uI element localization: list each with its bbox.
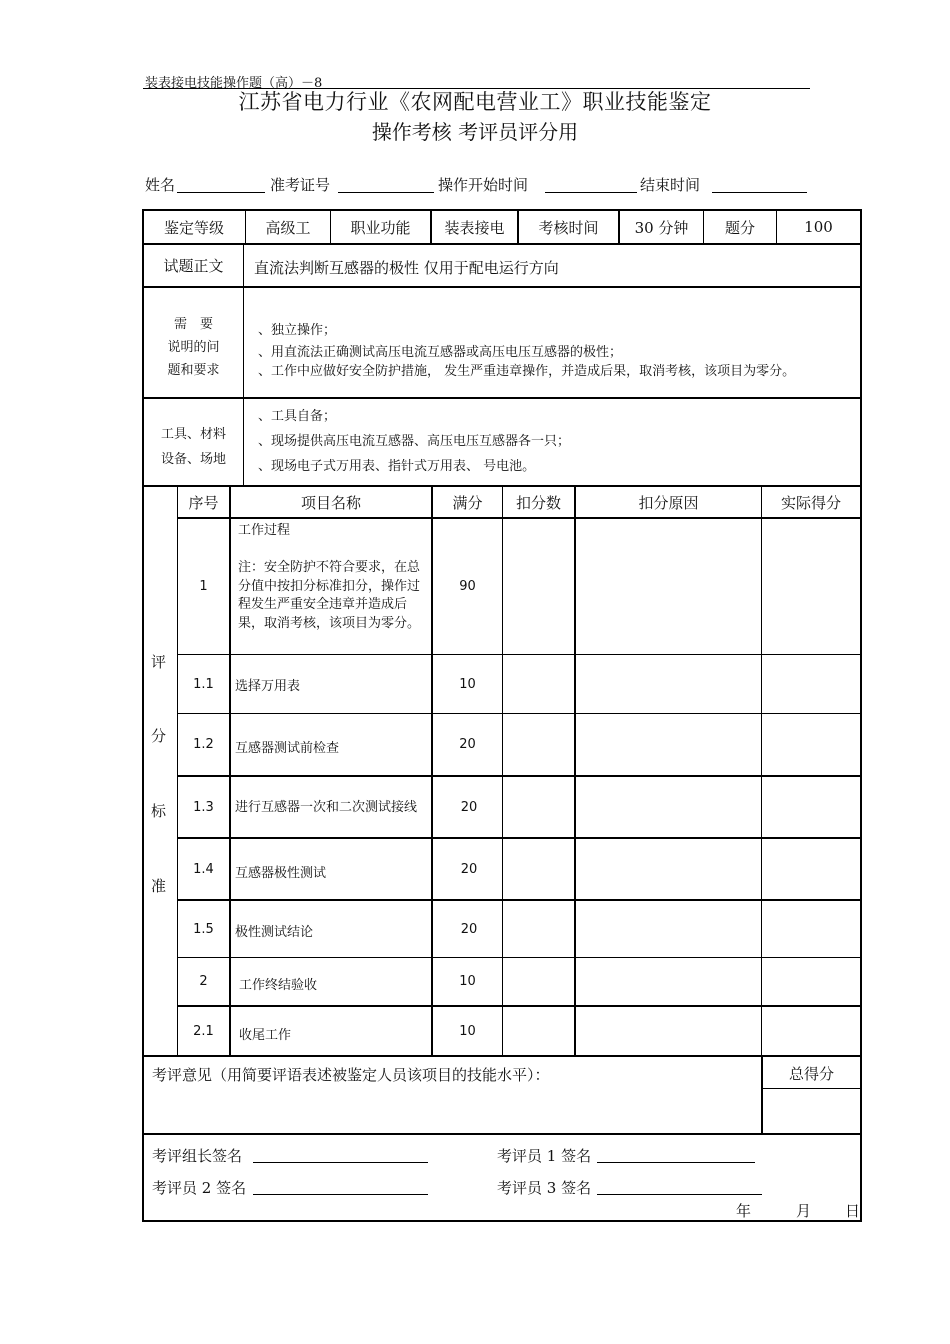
row-item: 进行互感器一次和二次测试接线 [235, 799, 418, 815]
date-day-label: 日 [845, 1202, 861, 1220]
header-seq: 序号 [188, 493, 219, 512]
row-seq: 1.2 [193, 737, 214, 752]
table-border-bottom [142, 1220, 862, 1222]
col-divider [502, 485, 503, 1057]
header-actual: 实际得分 [780, 493, 841, 512]
row-seq: 1.1 [193, 676, 214, 692]
row-divider [142, 243, 862, 245]
page-title: 江苏省电力行业《农网配电营业工》职业技能鉴定 [238, 90, 712, 114]
col-divider [574, 485, 576, 1057]
row-divider [177, 837, 862, 839]
comments-label: 考评意见（用简要评语表述被鉴定人员该项目的技能水平）： [152, 1066, 550, 1084]
function-label: 职业功能 [350, 218, 411, 237]
exam-no-field[interactable] [338, 192, 434, 193]
row-seq: 2 [199, 974, 208, 989]
scoring-side-label: 评 [151, 653, 167, 671]
score-value: 100 [804, 218, 833, 236]
header-full: 满分 [452, 493, 483, 512]
col-divider [243, 243, 244, 485]
row-divider [142, 1133, 862, 1135]
row-seq: 1.4 [193, 861, 214, 877]
header-reason: 扣分原因 [638, 493, 699, 512]
row-divider [177, 517, 862, 519]
form-code: 装表接电技能操作题（高）－8 [145, 76, 323, 91]
col-divider [229, 485, 231, 1057]
start-time-label: 操作开始时间 [438, 176, 529, 194]
row-item: 选择万用表 [235, 678, 301, 694]
row-seq: 1 [199, 579, 208, 594]
row-full-score: 20 [460, 921, 478, 937]
row-divider [177, 713, 862, 714]
row-full-score: 20 [459, 737, 476, 752]
examiner3-signature-field[interactable] [597, 1194, 762, 1195]
row-divider [142, 286, 862, 288]
row-item: 工作终结验收 [239, 978, 318, 993]
requirement-item: 、独立操作； [258, 323, 337, 338]
tools-label: 工具、材料 设备、场地 [160, 427, 226, 467]
row-full-score: 20 [460, 799, 478, 815]
total-score-label: 总得分 [788, 1065, 834, 1083]
time-label: 考核时间 [538, 218, 599, 237]
leader-signature-field[interactable] [253, 1162, 428, 1163]
scoring-side-label: 分 [151, 727, 167, 745]
examiner1-signature-field[interactable] [597, 1162, 755, 1163]
level-value: 高级工 [265, 218, 311, 237]
col-divider [761, 485, 762, 1057]
header-item: 项目名称 [300, 493, 361, 512]
date-year-label: 年 [736, 1202, 752, 1220]
examiner1-signature-label: 考评员 1 签名 [497, 1147, 592, 1165]
time-value: 30 分钟 [634, 218, 689, 237]
row-item-with-note: 工作过程 注：安全防护不符合要求，在总分值中按扣分标准扣分，操作过程发生严重安全违章并造成后果，取消考核，该项目为零分。 [238, 523, 421, 631]
row-item: 互感器测试前检查 [235, 741, 340, 756]
row-item: 收尾工作 [239, 1027, 292, 1043]
start-time-field[interactable] [545, 192, 637, 193]
examiner2-signature-label: 考评员 2 签名 [152, 1179, 247, 1197]
tool-item: 、工具自备； [258, 409, 337, 424]
row-full-score: 90 [459, 579, 476, 594]
end-time-label: 结束时间 [640, 176, 701, 194]
row-seq: 1.5 [193, 921, 214, 937]
page-subtitle: 操作考核 考评员评分用 [371, 120, 579, 144]
function-value: 装表接电 [444, 218, 505, 237]
total-score-field[interactable] [763, 1090, 860, 1132]
topic-label: 试题正文 [163, 257, 224, 275]
level-label: 鉴定等级 [163, 218, 224, 237]
row-seq: 2.1 [193, 1023, 214, 1039]
row-divider [142, 397, 862, 399]
scoring-side-label: 标 [151, 802, 167, 820]
requirements-label: 需 要 说明的问 题和要求 [167, 317, 220, 378]
requirement-item: 、工作中应做好安全防护措施， 发生严重违章操作，并造成后果，取消考核，该项目为零分。 [258, 364, 796, 379]
name-field[interactable] [177, 192, 265, 193]
row-item: 互感器极性测试 [235, 865, 327, 881]
row-seq: 1.3 [193, 799, 214, 815]
row-full-score: 10 [459, 974, 476, 989]
row-full-score: 20 [460, 861, 478, 877]
date-month-label: 月 [796, 1202, 812, 1220]
exam-no-label: 准考证号 [270, 176, 331, 194]
requirement-item: 、用直流法正确测试高压电流互感器或高压电压互感器的极性； [258, 345, 623, 360]
tool-item: 、现场电子式万用表、指针式万用表、 号电池。 [258, 459, 536, 474]
topic-text: 直流法判断互感器的极性 仅用于配电运行方向 [254, 259, 559, 277]
table-border-right [860, 209, 862, 1222]
name-label: 姓名 [145, 176, 176, 194]
header-deduct: 扣分数 [515, 493, 561, 512]
leader-signature-label: 考评组长签名 [152, 1147, 243, 1165]
row-full-score: 10 [459, 676, 476, 692]
examiner2-signature-field[interactable] [253, 1194, 428, 1195]
tool-item: 、现场提供高压电流互感器、高压电压互感器各一只； [258, 434, 571, 449]
row-full-score: 10 [459, 1023, 476, 1039]
scoring-side-label: 准 [151, 877, 167, 895]
row-item: 极性测试结论 [235, 924, 314, 940]
end-time-field[interactable] [712, 192, 807, 193]
score-label: 题分 [724, 218, 755, 237]
comments-field[interactable] [144, 1086, 759, 1131]
row-divider [761, 1088, 861, 1089]
examiner3-signature-label: 考评员 3 签名 [497, 1179, 592, 1197]
